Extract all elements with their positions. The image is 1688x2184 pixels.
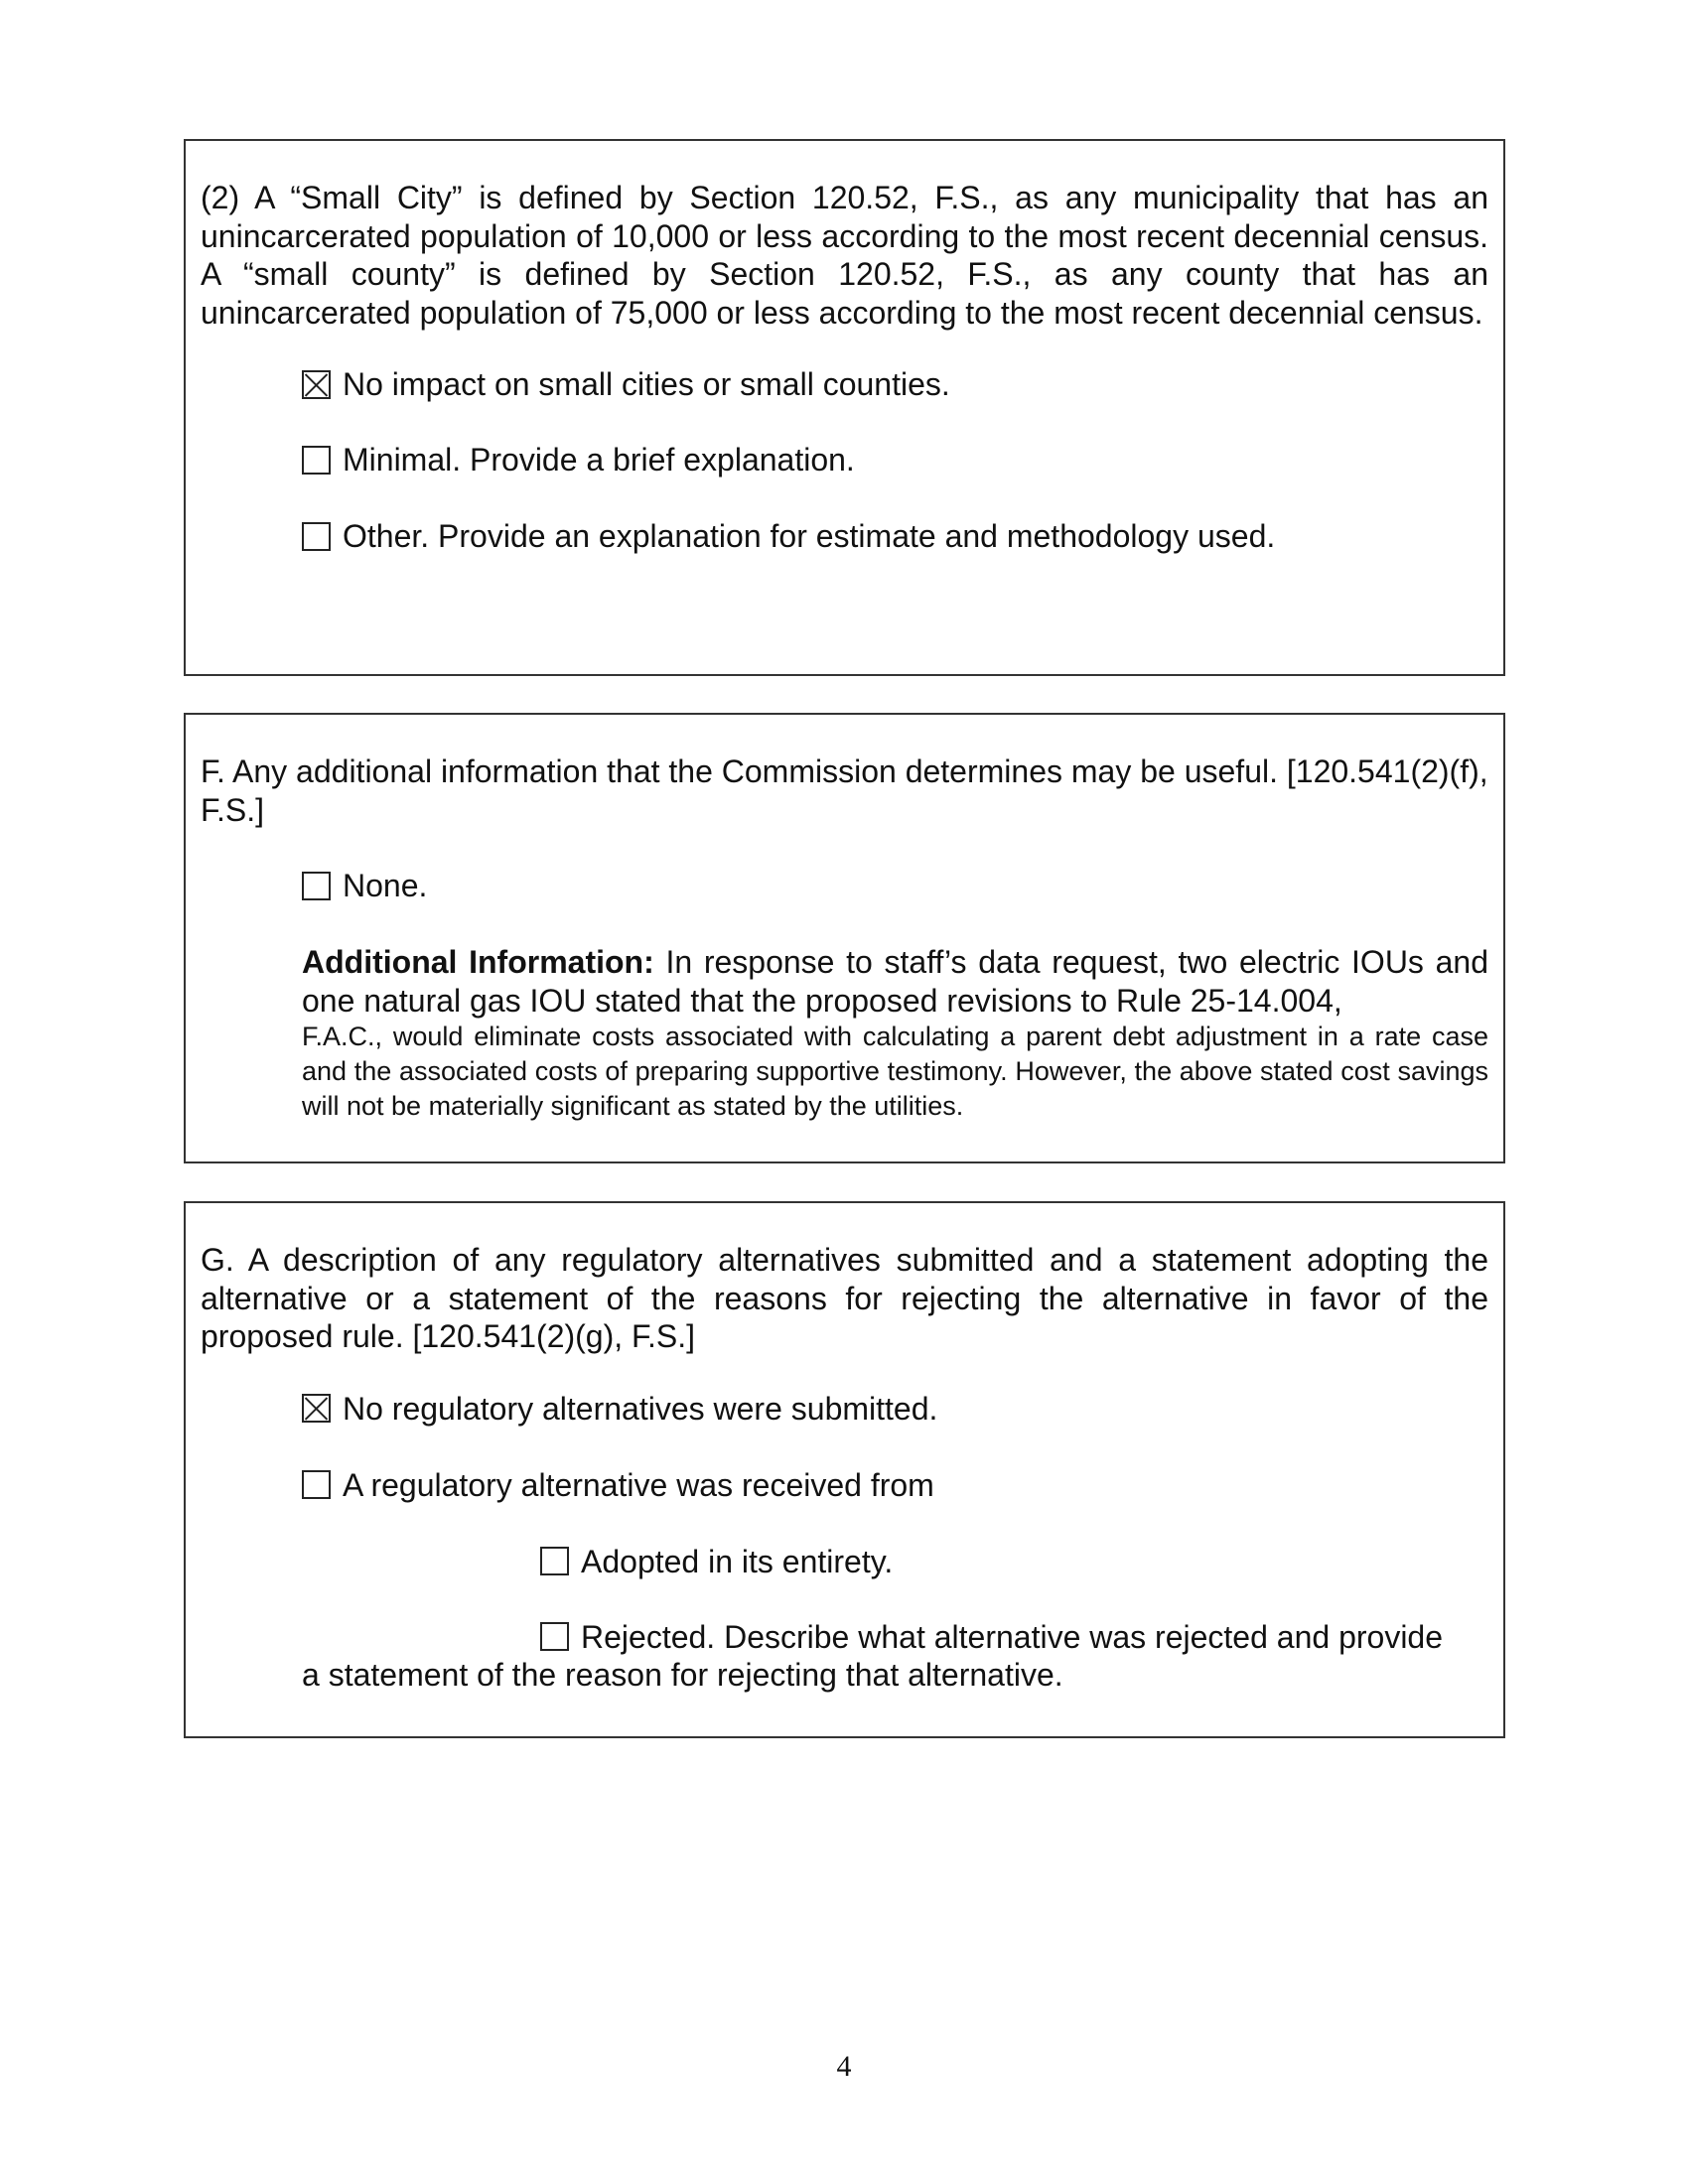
checkbox-icon[interactable] [540,1547,569,1575]
option-label: Adopted in its entirety. [581,1543,894,1579]
additional-info-heading-text: F. Any additional information that the Commission determines may be useful. [120.541(2)(f), F.S.] [201,753,1488,828]
checkbox-icon[interactable] [302,446,331,475]
checkbox-icon[interactable] [540,1622,569,1651]
checked-checkbox-icon[interactable] [302,370,331,399]
option-label: Rejected. Describe what alternative was rejected and provide [581,1618,1444,1655]
page-number: 4 [836,2050,852,2083]
checkbox-icon[interactable] [302,872,331,900]
option-alternative-received[interactable] [302,1466,1488,1504]
option-minimal[interactable] [302,441,1488,478]
option-other[interactable] [302,517,1488,555]
regulatory-alternatives-section [184,1201,1505,1738]
additional-information-label: Additional Information: [302,944,654,980]
option-adopted[interactable] [540,1543,1488,1580]
option-label: No regulatory alternatives were submitted. [343,1390,938,1427]
additional-information-block [302,943,1488,1124]
small-city-county-section [184,139,1505,676]
option-none[interactable] [302,867,1488,904]
small-city-definition-text: (2) A “Small City” is defined by Section 120.52, F.S., as any municipality that has an unincarcerated population of 10,000 or less according to the most recent decennial census. A “small county” is defined by Section 120.52, F.S., as any county that has an unincarcerated population of 75,000 or less according to the most recent decennial census. [201,180,1488,331]
option-label: Minimal. Provide a brief explanation. [343,442,855,478]
checkbox-icon[interactable] [302,522,331,551]
option-label: None. [343,868,428,903]
option-no-alternatives[interactable] [302,1390,1488,1428]
additional-information-text-continued: F.A.C., would eliminate costs associated with calculating a parent debt adjustment in a rate case and the associated costs of preparing supportive testimony. However, the above stated cost savings will not be materially significant as stated by the utilities. [302,1022,1488,1121]
additional-information-section [184,713,1505,1163]
checkbox-icon[interactable] [302,1470,331,1499]
checked-checkbox-icon[interactable] [302,1394,331,1423]
option-label: A regulatory alternative was received from [343,1466,934,1503]
regulatory-alternatives-text: G. A description of any regulatory alternatives submitted and a statement adopting the alternative or a statement of the reasons for rejecting the alternative in favor of the proposed rule. [120.541(2)(g), F.S.] [201,1242,1488,1354]
rejected-continuation-text: a statement of the reason for rejecting that alternative. [302,1656,1063,1693]
option-rejected[interactable] [540,1618,1488,1656]
additional-information-text: In response to staff’s data request, two electric IOUs and one natural gas IOU stated that the proposed revisions to Rule 25-14.004, [302,944,1489,1019]
option-label: No impact on small cities or small counties. [343,366,950,402]
option-no-impact[interactable] [302,365,1488,403]
option-label: Other. Provide an explanation for estimate and methodology used. [343,518,1276,554]
